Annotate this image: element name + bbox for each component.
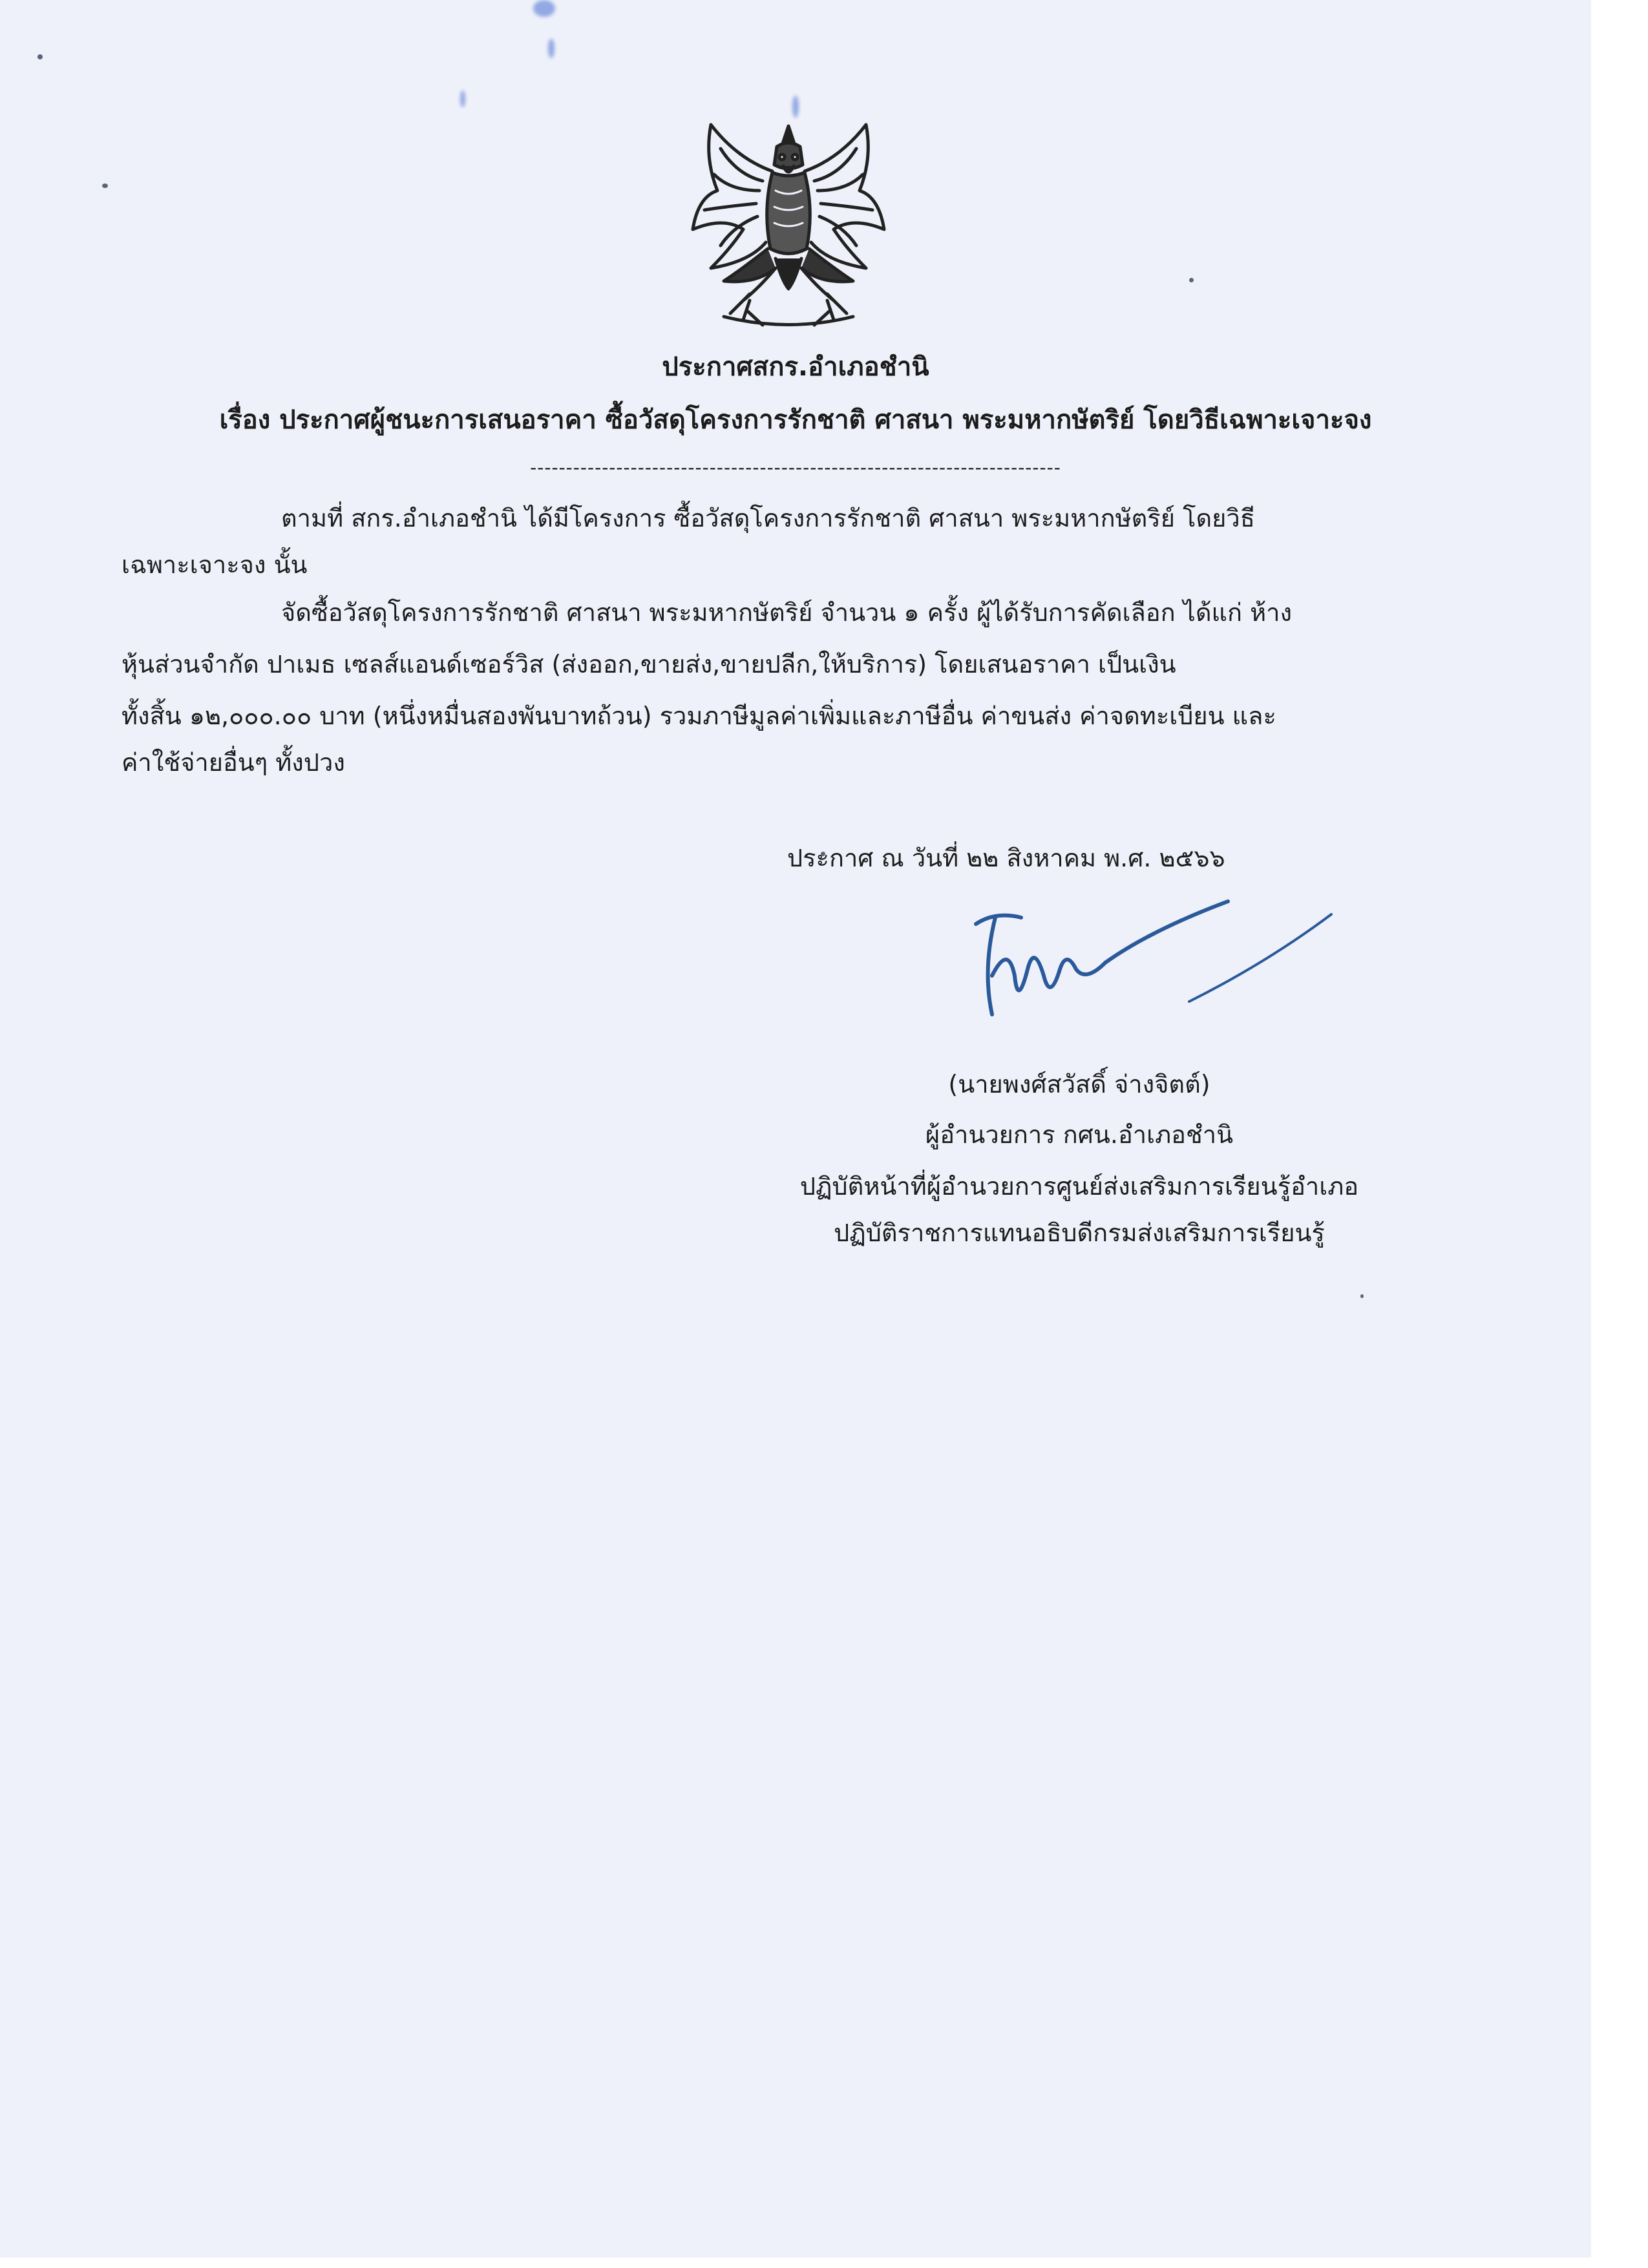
signatory-position-2: ปฏิบัติหน้าที่ผู้อำนวยการศูนย์ส่งเสริมการเรียนรู้อำเภอ — [799, 1172, 1359, 1201]
separator-line: -------------------------------------------------------------------------- — [530, 457, 1061, 478]
ink-stain — [533, 0, 555, 17]
garuda-emblem-icon — [685, 120, 892, 333]
announcement-date: ประกาศ ณ วันที่ ๒๒ สิงหาคม พ.ศ. ๒๕๖๖ — [787, 844, 1225, 872]
dust-speck — [1360, 1294, 1364, 1298]
signatory-name: (นายพงศ์สวัสดิ์ จ่างจิตต์) — [948, 1070, 1210, 1098]
handwritten-signature — [956, 872, 1344, 1034]
document-office-title: ประกาศสกร.อำเภอชำนิ — [662, 352, 929, 382]
ink-stain — [548, 39, 555, 58]
paragraph-2-line-2: หุ้นส่วนจำกัด ปาเมธ เซลส์แอนด์เซอร์วิส (ส่งออก,ขายส่ง,ขายปลีก,ให้บริการ) โดยเสนอราคา เป็นเงิน — [121, 650, 1176, 678]
paragraph-2-line-3: ทั้งสิ้น ๑๒,๐๐๐.๐๐ บาท (หนึ่งหมื่นสองพันบาทถ้วน) รวมภาษีมูลค่าเพิ่มและภาษีอื่น ค่าขนส่ง ค่าจดทะเบียน และ — [121, 702, 1276, 730]
document-subject: เรื่อง ประกาศผู้ชนะการเสนอราคา ซื้อวัสดุโครงการรักชาติ ศาสนา พระมหากษัตริย์ โดยวิธีเฉพาะเจาะจง — [219, 405, 1372, 435]
paragraph-1-line-1: ตามที่ สกร.อำเภอชำนิ ได้มีโครงการ ซื้อวัสดุโครงการรักชาติ ศาสนา พระมหากษัตริย์ โดยวิธี — [281, 504, 1255, 532]
paragraph-2-line-4: ค่าใช้จ่ายอื่นๆ ทั้งปวง — [121, 748, 345, 777]
paragraph-1-line-2: เฉพาะเจาะจง นั้น — [121, 551, 308, 579]
scan-margin-right — [1591, 0, 1648, 2268]
signatory-position-3: ปฏิบัติราชการแทนอธิบดีกรมส่งเสริมการเรียนรู้ — [834, 1219, 1325, 1247]
ink-stain — [460, 90, 465, 107]
dust-speck — [1189, 278, 1194, 282]
dust-speck — [102, 184, 108, 188]
paragraph-2-line-1: จัดซื้อวัสดุโครงการรักชาติ ศาสนา พระมหากษัตริย์ จำนวน ๑ ครั้ง ผู้ได้รับการคัดเลือก ได้แก่ ห้าง — [281, 598, 1293, 627]
dust-speck — [37, 54, 43, 59]
scan-margin-bottom — [0, 2258, 1648, 2268]
ink-stain — [792, 96, 799, 118]
signatory-position-1: ผู้อำนวยการ กศน.อำเภอชำนิ — [925, 1120, 1234, 1149]
